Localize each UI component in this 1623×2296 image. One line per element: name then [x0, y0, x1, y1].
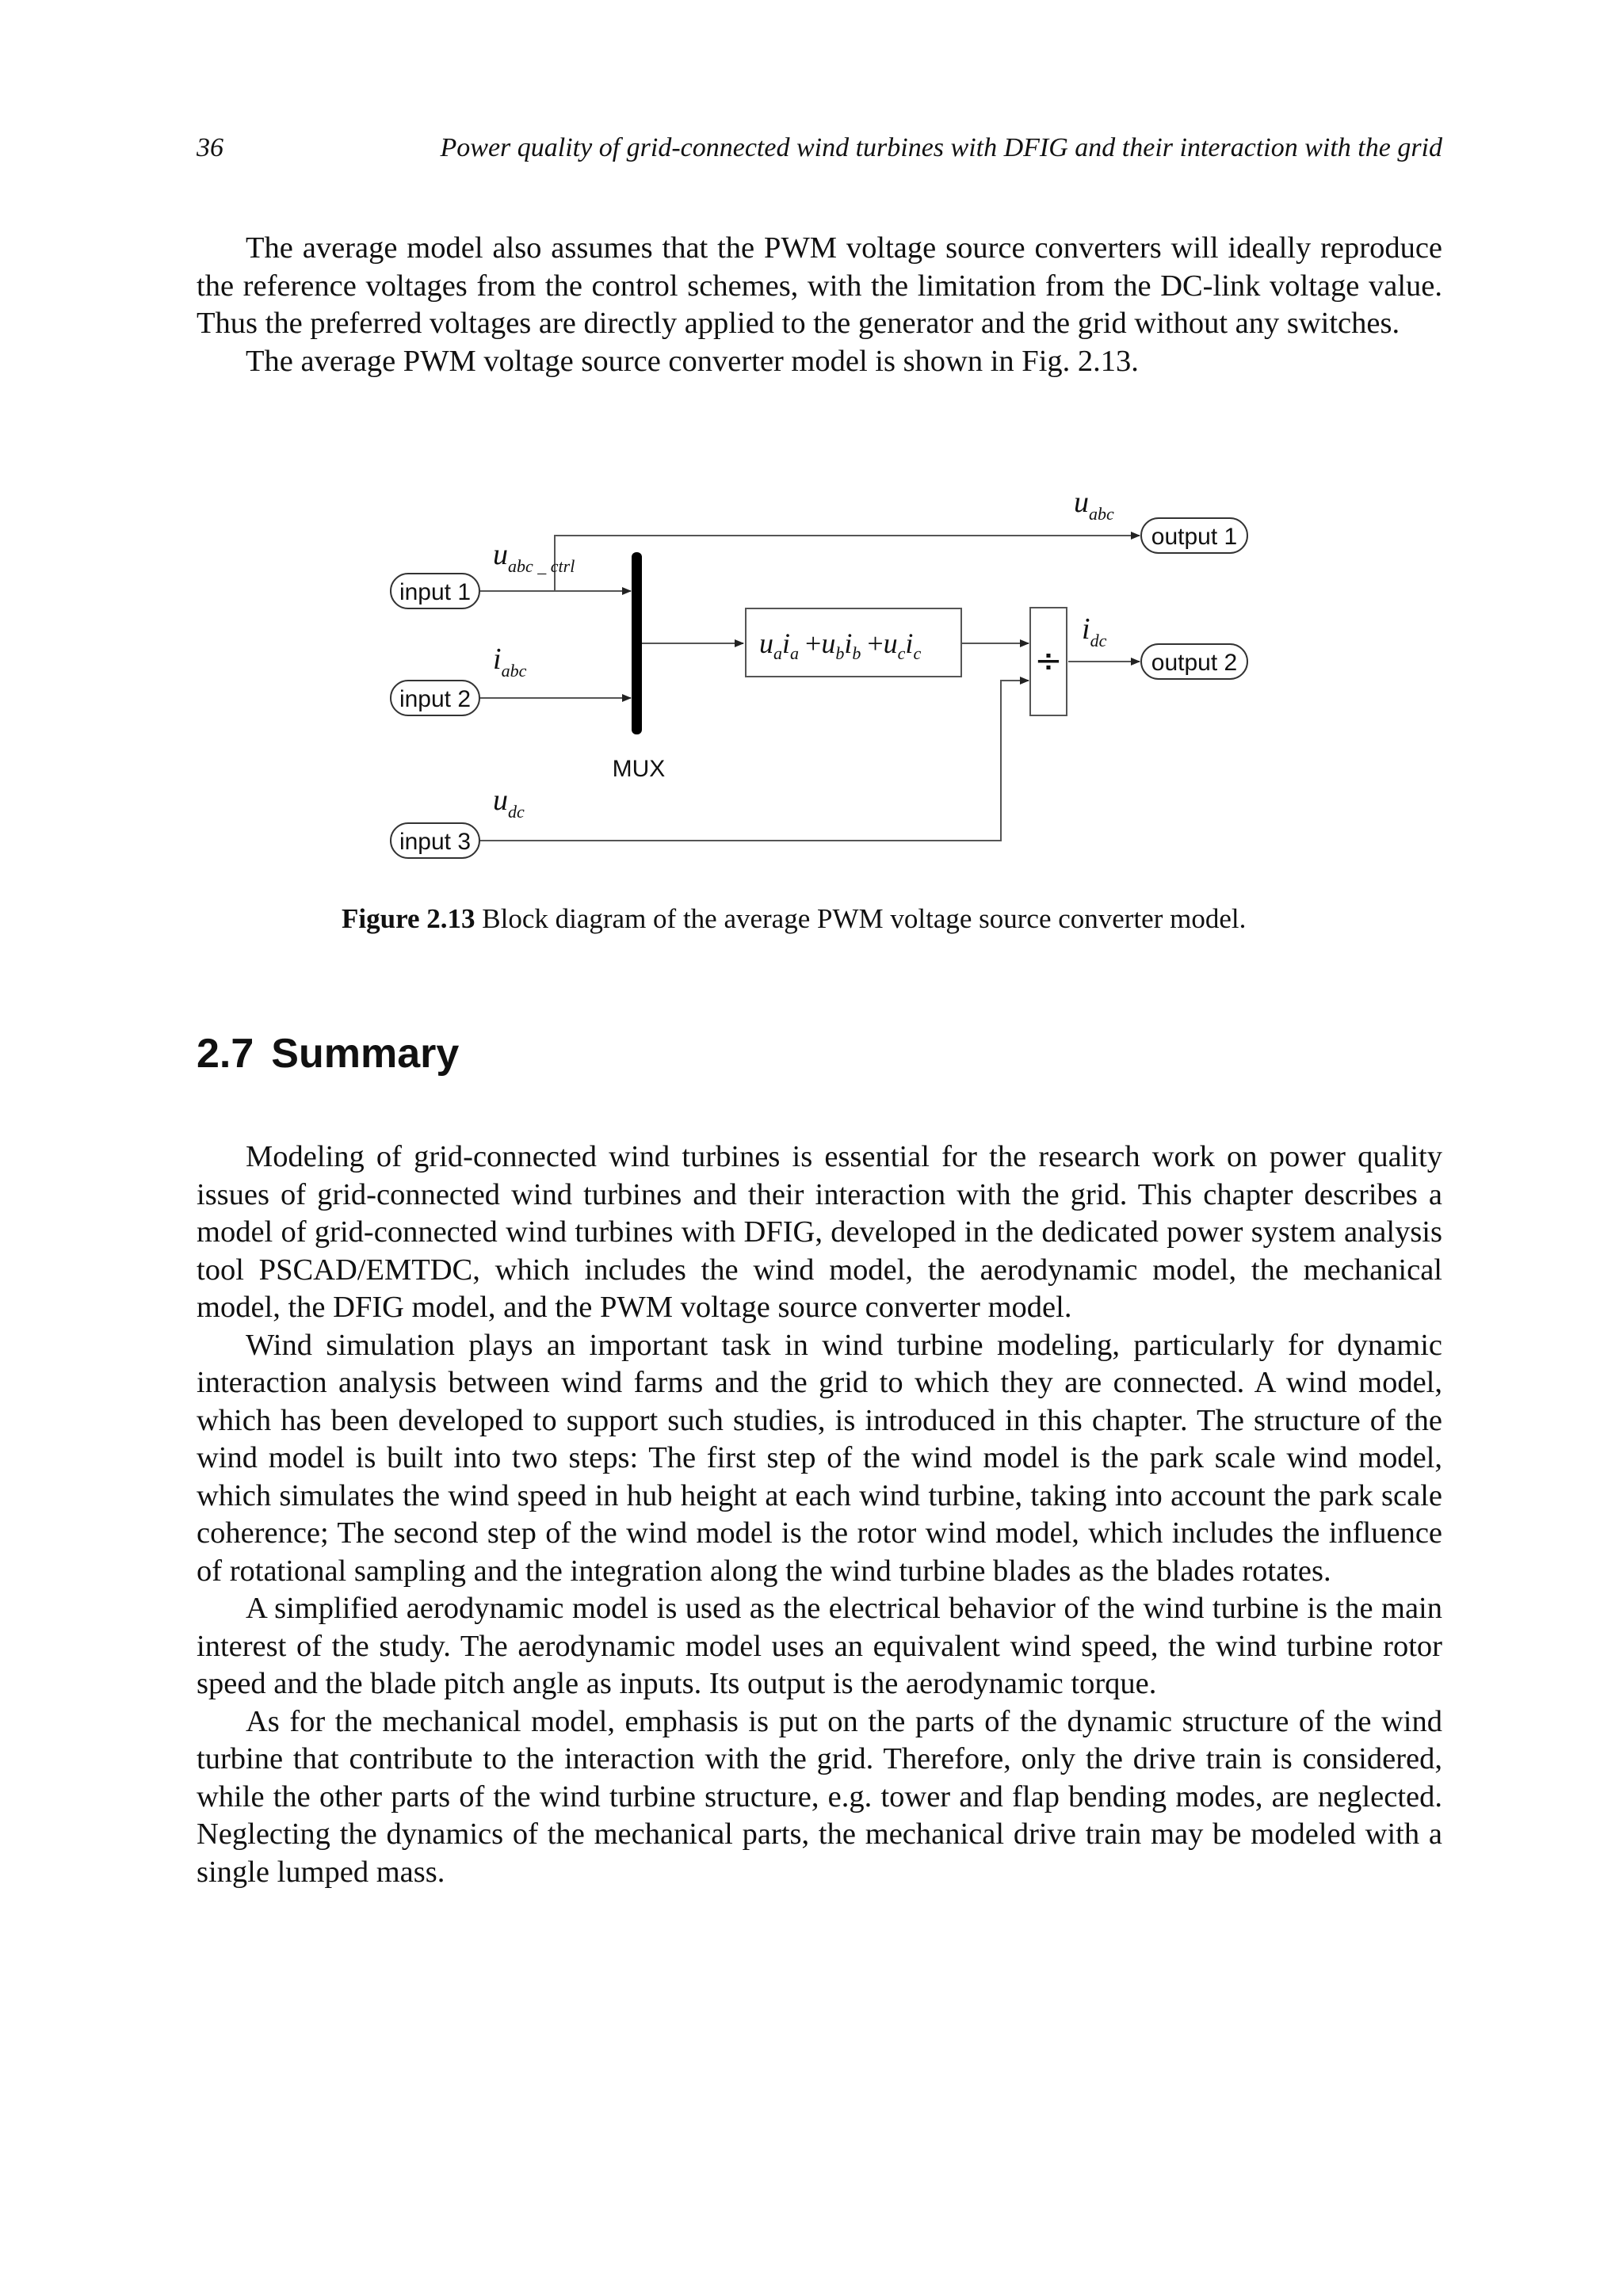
term-a-u: u — [759, 627, 773, 659]
running-title: Power quality of grid-connected wind turbines with DFIG and their interaction with the grid — [440, 133, 1442, 162]
signal-u-abc: $u_{abc}$ — [1074, 486, 1114, 524]
figure-caption — [342, 902, 1299, 936]
paragraph: A simplified aerodynamic model is used as the electrical behavior of the wind turbine is the main interest of the study. The aerodynamic model uses an equivalent wind speed, the wind turbine rotor speed and the blade pitch angle as inputs. Its output is the aerodynamic torque. — [197, 1592, 1442, 1700]
term-b-u: u — [821, 627, 836, 659]
section-number: 2.7 — [197, 1031, 254, 1077]
mux-bar — [632, 552, 642, 734]
section-heading — [197, 1030, 459, 1077]
paragraph: The average PWM voltage source converter model is shown in Fig. 2.13. — [246, 344, 1139, 378]
input3-label: input 3 — [399, 829, 472, 855]
figure-2-13 — [0, 475, 1623, 887]
mux-label: MUX — [612, 756, 666, 782]
power-expression: $u_ai_a +u_bi_b +u_ci_c$ — [759, 627, 922, 663]
running-header — [197, 133, 1442, 173]
section-title: Summary — [271, 1031, 460, 1077]
signal-u-abc-ctrl: $u_{abc \_ ctrl}$ — [493, 538, 575, 576]
wire-input3 — [479, 681, 1029, 841]
signal-i-abc: $i_{abc}$ — [493, 643, 527, 681]
paragraph: The average model also assumes that the PWM voltage source converters will ideally reproduce the reference voltages from the control schemes, with the limitation from the DC-link voltage value. Thus the preferred voltages are directly applied to the generator and the grid without any switches. — [197, 231, 1442, 340]
divider-symbol: ÷ — [1034, 641, 1063, 680]
block-diagram — [0, 475, 1623, 887]
input2-label: input 2 — [399, 686, 472, 712]
paragraph: Wind simulation plays an important task in wind turbine modeling, particularly for dynamic interaction analysis between wind farms and the grid to which they are connected. A wind model, which has been developed to support such studies, is introduced in this chapter. The structure of the wind model is built into two steps: The first step of the wind model is the park scale wind model, which simulates the wind speed in hub height at each wind turbine, taking into account the park scale coherence; The second step of the wind model is the rotor wind model, which includes the influence of rotational sampling and the integration along the wind turbine blades as the blades rotates. — [197, 1328, 1442, 1588]
signal-u-dc: $u_{dc}$ — [493, 784, 525, 822]
term-c-u: u — [883, 627, 898, 659]
paragraph: Modeling of grid-connected wind turbines is essential for the research work on power quality issues of grid-connected wind turbines and their interaction with the grid. This chapter describes a model of grid-connected wind turbines with DFIG, developed in the dedicated power system analysis tool PSCAD/EMTDC, which includes the wind model, the aerodynamic model, the mechanical model, the DFIG model, and the PWM voltage source converter model. — [197, 1140, 1442, 1324]
paragraph: As for the mechanical model, emphasis is put on the parts of the dynamic structure of the wind turbine that contribute to the interaction with the grid. Therefore, only the drive train is considered, while the other parts of the wind turbine structure, e.g. tower and flap bending modes, are neglected. Neglecting the dynamics of the mechanical parts, the mechanical drive train may be modeled with a single lumped mass. — [197, 1704, 1442, 1889]
input1-label: input 1 — [399, 579, 472, 605]
output2-label: output 2 — [1151, 650, 1238, 676]
body-text-top — [197, 230, 1442, 380]
page-number: 36 — [197, 133, 223, 162]
body-text-summary — [197, 1138, 1442, 1891]
caption-label: Figure 2.13 — [342, 903, 475, 934]
signal-i-dc: $i_{dc}$ — [1082, 612, 1107, 650]
output1-label: output 1 — [1151, 524, 1238, 550]
wire-uabc — [555, 536, 1140, 591]
power-block — [746, 608, 961, 677]
caption-text: Block diagram of the average PWM voltage source converter model. — [482, 903, 1247, 934]
